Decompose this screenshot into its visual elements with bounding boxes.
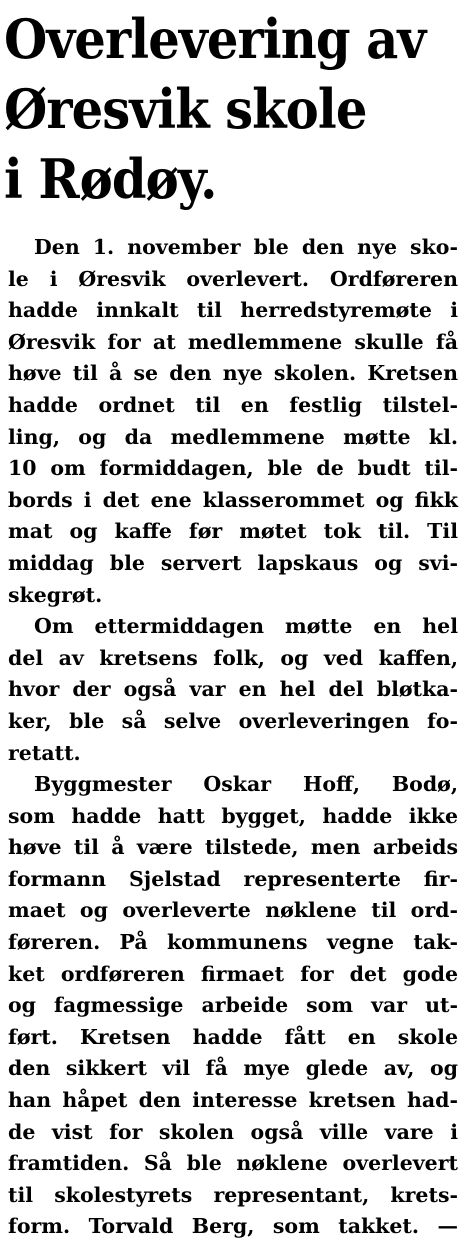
text-line: mat og kaffe før møtet tok til. Til [8,519,458,544]
paragraph-3 [8,769,458,1243]
paragraph-2 [8,611,458,769]
text-line: formann Sjelstad representerte fir- [8,866,458,891]
headline-line: Øresvik skole [4,77,367,141]
text-line: le i Øresvik overlevert. Ordføreren [8,266,458,291]
text-line: middag ble servert lapskaus og svi- [8,550,458,575]
text-line: høve til å se den nye skolen. Kretsen [8,361,458,386]
headline [4,4,433,214]
text-line: Byggmester Oskar Hoff, Bodø, [34,772,458,797]
text-line: ker, ble så selve overleveringen fo- [8,708,458,733]
text-line: høve til å være tilstede, men arbeids [8,835,458,860]
text-line: hadde ordnet til en festlig tilstel- [8,392,458,417]
headline-line: Overlevering av [4,7,426,71]
text-line: hvor der også var en hel del bløtka- [8,677,458,702]
text-line: framtiden. Så ble nøklene overlevert [8,1151,458,1176]
text-line: Om ettermiddagen møtte en hel [34,614,458,639]
text-line: ført. Kretsen hadde fått en skole [8,1024,458,1049]
text-line: skegrøt. [8,582,103,607]
text-line: ling, og da medlemmene møtte kl. [8,424,458,449]
text-line: del av kretsens folk, og ved kaffen, [8,645,458,670]
text-line: 10 om formiddagen, ble de budt til- [8,456,458,481]
text-line: maet og overleverte nøklene til ord- [8,898,458,923]
text-line: Den 1. november ble den nye sko- [34,235,458,259]
headline-line: i Rødøy. [4,147,217,211]
text-line: han håpet den interesse kretsen had- [8,1088,458,1113]
text-line: ket ordføreren firmaet for det gode [8,961,458,986]
text-line: føreren. På kommunens vegne tak- [8,930,458,955]
text-line: den sikkert vil få mye glede av, og [8,1056,458,1081]
text-line: og fagmessige arbeide som var ut- [8,993,458,1018]
paragraph-1 [8,232,458,611]
text-line: til skolestyrets representant, krets- [8,1182,458,1207]
text-line: form. Torvald Berg, som takket. — [8,1214,458,1239]
text-line: Øresvik for at medlemmene skulle få [8,329,458,354]
article-body [8,232,458,1243]
text-line: de vist for skolen også ville vare i [8,1119,458,1144]
text-line: retatt. [8,740,81,765]
text-line: bords i det ene klasserommet og fikk [8,487,458,512]
text-line: hadde innkalt til herredstyremøte i [8,298,458,323]
text-line: som hadde hatt bygget, hadde ikke [8,803,458,828]
